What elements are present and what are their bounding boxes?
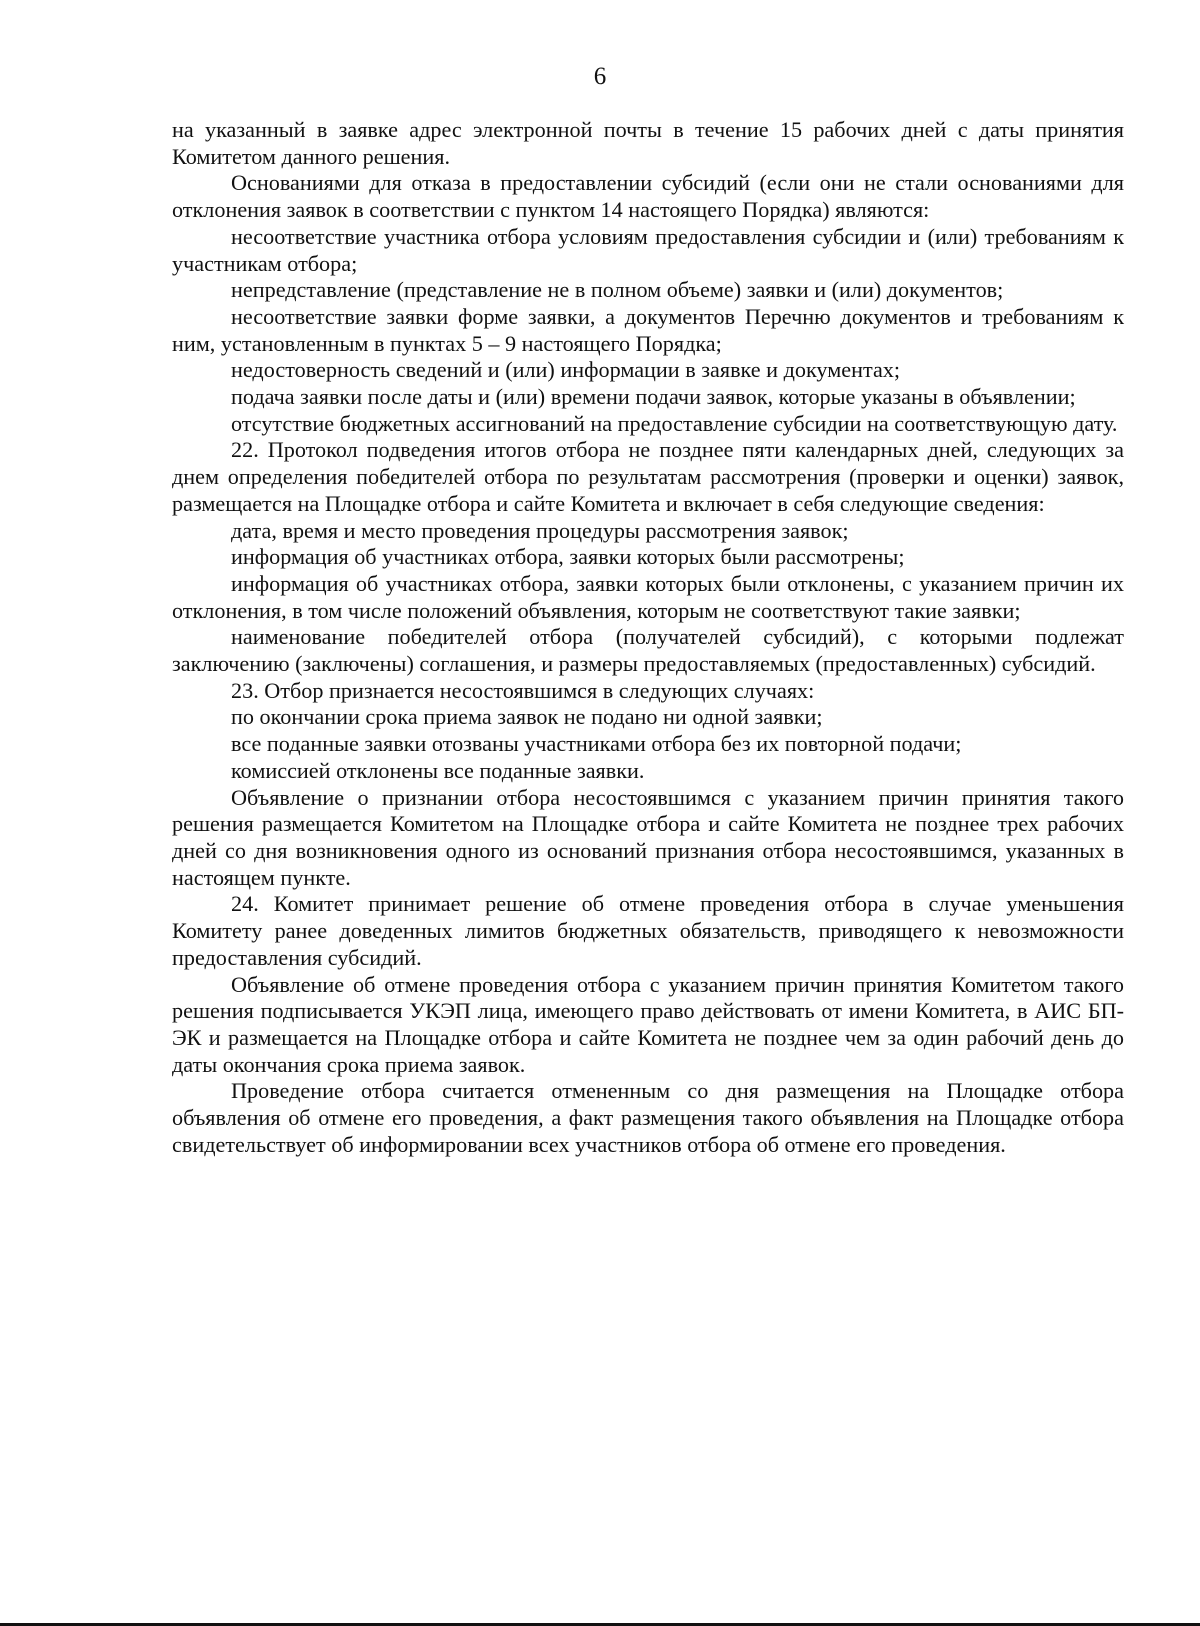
paragraph-failure-case-2: все поданные заявки отозваны участниками отбора без их повторной подачи; [231,731,962,757]
paragraph-ground-4: недостоверность сведений и (или) информации в заявке и документах; [231,357,901,383]
paragraph-continuation: на указанный в заявке адрес электронной почты в течение 15 рабочих дней с даты принятия Комитетом данного решения. [172,117,1124,169]
paragraph-ground-1: несоответствие участника отбора условиям предоставления субсидии и (или) требованиям к участникам отбора; [172,223,1124,276]
paragraph-failure-case-3: комиссией отклонены все поданные заявки. [231,757,645,783]
paragraph-item-22: 22. Протокол подведения итогов отбора не позднее пяти календарных дней, следующих за днем определения победителей отбора по результатам рассмотрения (проверки и оценки) заявок, размещается на Площадке отбора и сайте Комитета и включает в себя следующие сведения: [172,437,1124,516]
paragraph-failure-announcement: Объявление о признании отбора несостоявшимся с указанием причин принятия такого решения размещается Комитетом на Площадке отбора и сайте Комитета не позднее трех рабочих дней со дня возникновения одного из оснований признания отбора несостоявшимся, указанных в настоящем пункте. [172,784,1124,890]
paragraph-failure-case-1: по окончании срока приема заявок не подано ни одной заявки; [231,704,823,730]
paragraph-protocol-item-4: наименование победителей отбора (получателей субсидий), с которыми подлежат заключению (заключены) соглашения, и размеры предоставляемых (предоставленных) субсидий. [172,624,1124,677]
paragraph-protocol-item-3: информация об участниках отбора, заявки которых были отклонены, с указанием причин их отклонения, в том числе положений объявления, которым не соответствуют такие заявки; [172,570,1124,623]
paragraph-ground-6: отсутствие бюджетных ассигнований на предоставление субсидии на соответствующую дату. [231,410,1118,436]
paragraph-cancellation-effect: Проведение отбора считается отмененным со дня размещения на Площадке отбора объявления об отмене его проведения, а факт размещения такого объявления на Площадке отбора свидетельствует об информировании всех участников отбора об отмене его проведения. [172,1078,1124,1157]
paragraph-item-24: 24. Комитет принимает решение об отмене проведения отбора в случае уменьшения Комитету ранее доведенных лимитов бюджетных обязательств, приводящего к невозможности предоставления субсидий. [172,891,1124,970]
page-number: 6 [593,63,607,90]
paragraph-ground-3: несоответствие заявки форме заявки, а документов Перечню документов и требованиям к ним, установленным в пунктах 5 – 9 настоящего Порядка; [172,303,1124,356]
paragraph-item-23: 23. Отбор признается несостоявшимся в следующих случаях: [231,677,815,703]
paragraph-ground-2: непредставление (представление не в полном объеме) заявки и (или) документов; [231,277,1004,303]
paragraph-protocol-item-2: информация об участниках отбора, заявки которых были рассмотрены; [231,544,905,570]
paragraph-ground-5: подача заявки после даты и (или) времени подачи заявок, которые указаны в объявлении; [231,384,1076,410]
paragraph-refusal-grounds: Основаниями для отказа в предоставлении субсидий (если они не стали основаниями для отклонения заявок в соответствии с пунктом 14 настоящего Порядка) являются: [172,170,1124,223]
document-body [172,117,1124,1158]
paragraph-protocol-item-1: дата, время и место проведения процедуры рассмотрения заявок; [231,517,849,543]
paragraph-cancellation-announcement: Объявление об отмене проведения отбора с указанием причин принятия Комитетом такого решения подписывается УКЭП лица, имеющего право действовать от имени Комитета, в АИС БП-ЭК и размещается на Площадке отбора и сайте Комитета не позднее чем за один рабочий день до даты окончания срока приема заявок. [172,971,1124,1077]
